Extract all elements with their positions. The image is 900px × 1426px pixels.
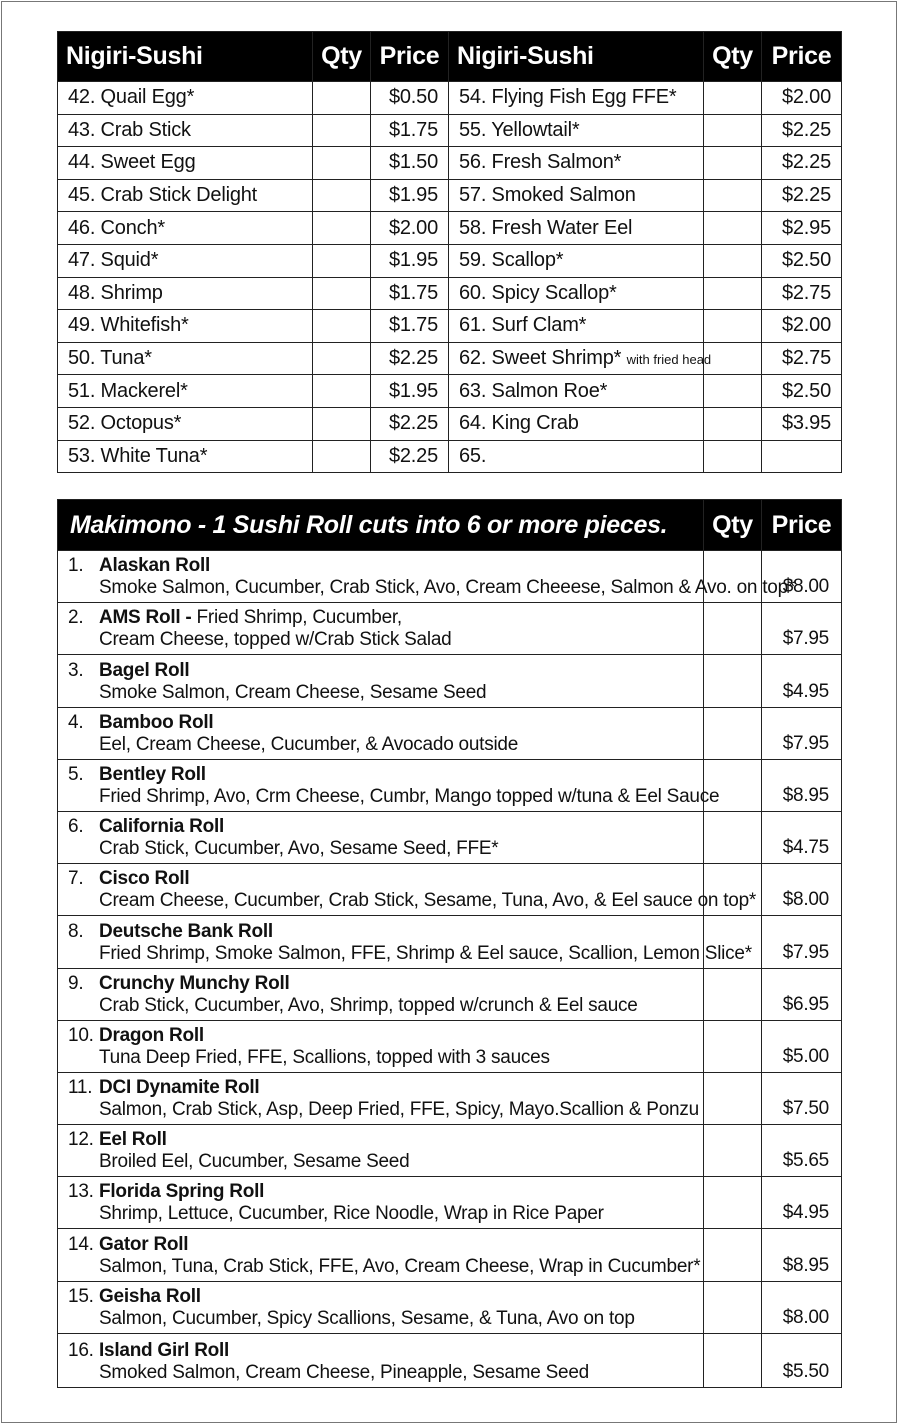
makimono-roll-title xyxy=(68,764,695,786)
makimono-roll-name: Island Girl Roll xyxy=(99,1339,230,1361)
makimono-roll-name: Cisco Roll xyxy=(99,868,190,890)
makimono-roll-name: Deutsche Bank Roll xyxy=(99,920,273,942)
makimono-roll-title xyxy=(68,1077,695,1099)
nigiri-item-right xyxy=(449,440,704,473)
nigiri-price-right: $2.95 xyxy=(762,212,842,245)
nigiri-header-qty-right: Qty xyxy=(704,32,762,82)
makimono-price: $6.95 xyxy=(762,968,842,1020)
makimono-roll-cell xyxy=(58,1333,704,1387)
nigiri-qty-left[interactable] xyxy=(313,407,371,440)
makimono-roll-title xyxy=(68,973,695,995)
makimono-roll-cell xyxy=(58,655,704,707)
makimono-row xyxy=(58,1072,842,1124)
nigiri-qty-left[interactable] xyxy=(313,147,371,180)
makimono-roll-name: Florida Spring Roll xyxy=(99,1181,265,1203)
makimono-roll-number: 1. xyxy=(68,555,84,577)
makimono-roll-cell xyxy=(58,1072,704,1124)
makimono-roll-name: Bentley Roll xyxy=(99,763,206,785)
nigiri-row xyxy=(58,310,842,343)
makimono-header-row xyxy=(58,500,842,551)
nigiri-item-right-name: 58. Fresh Water Eel xyxy=(459,216,633,239)
makimono-roll-number: 9. xyxy=(68,972,84,994)
makimono-roll-title xyxy=(68,1181,695,1203)
nigiri-price-left: $1.95 xyxy=(371,375,449,408)
nigiri-header-qty-left: Qty xyxy=(313,32,371,82)
makimono-roll-cell xyxy=(58,916,752,968)
makimono-qty[interactable] xyxy=(704,1125,762,1177)
nigiri-price-left: $0.50 xyxy=(371,82,449,115)
makimono-row xyxy=(58,655,842,707)
makimono-row xyxy=(58,1229,842,1281)
makimono-qty[interactable] xyxy=(704,655,762,707)
makimono-roll-title xyxy=(68,1234,695,1256)
nigiri-item-right xyxy=(449,114,704,147)
nigiri-qty-right[interactable] xyxy=(704,342,762,375)
makimono-qty[interactable] xyxy=(704,1177,762,1229)
nigiri-qty-left[interactable] xyxy=(313,114,371,147)
nigiri-price-right: $2.75 xyxy=(762,277,842,310)
makimono-roll-cell xyxy=(58,1020,704,1072)
nigiri-qty-left[interactable] xyxy=(313,277,371,310)
nigiri-row xyxy=(58,440,842,473)
nigiri-item-right-name: 60. Spicy Scallop* xyxy=(459,281,617,304)
nigiri-price-left: $1.75 xyxy=(371,114,449,147)
makimono-row xyxy=(58,759,842,811)
nigiri-item-left: 44. Sweet Egg xyxy=(58,147,313,180)
nigiri-item-right xyxy=(449,244,704,277)
makimono-roll-name: Gator Roll xyxy=(99,1233,189,1255)
makimono-price: $4.95 xyxy=(762,655,842,707)
nigiri-item-left: 50. Tuna* xyxy=(58,342,313,375)
makimono-roll-cell xyxy=(58,603,704,655)
nigiri-item-right-name: 59. Scallop* xyxy=(459,249,564,272)
nigiri-qty-left[interactable] xyxy=(313,375,371,408)
makimono-roll-number: 6. xyxy=(68,816,84,838)
makimono-roll-description: Salmon, Cucumber, Spicy Scallions, Sesame, & Tuna, Avo on top xyxy=(99,1307,635,1329)
makimono-roll-title xyxy=(68,1340,695,1362)
nigiri-item-left: 52. Octopus* xyxy=(58,407,313,440)
nigiri-qty-right[interactable] xyxy=(704,375,762,408)
nigiri-qty-left[interactable] xyxy=(313,310,371,343)
nigiri-item-right-note: with fried head xyxy=(626,352,712,368)
nigiri-qty-right[interactable] xyxy=(704,114,762,147)
nigiri-item-left: 46. Conch* xyxy=(58,212,313,245)
makimono-roll-name: DCI Dynamite Roll xyxy=(99,1077,260,1099)
nigiri-qty-right[interactable] xyxy=(704,244,762,277)
nigiri-price-right: $3.95 xyxy=(762,407,842,440)
makimono-roll-number: 15. xyxy=(68,1285,94,1307)
makimono-row xyxy=(58,916,842,968)
nigiri-qty-right[interactable] xyxy=(704,82,762,115)
nigiri-row xyxy=(58,277,842,310)
nigiri-row xyxy=(58,407,842,440)
makimono-roll-number: 5. xyxy=(68,763,84,785)
nigiri-item-right-name: 55. Yellowtail* xyxy=(459,118,580,141)
makimono-qty[interactable] xyxy=(704,1229,762,1281)
makimono-roll-title xyxy=(68,555,695,577)
makimono-price: $7.50 xyxy=(762,1072,842,1124)
nigiri-item-right xyxy=(449,277,704,310)
nigiri-row xyxy=(58,212,842,245)
nigiri-sushi-table xyxy=(57,31,842,473)
nigiri-qty-right[interactable] xyxy=(704,212,762,245)
makimono-roll-description: Fried Shrimp, Smoke Salmon, FFE, Shrimp & Eel sauce, Scallion, Lemon Slice* xyxy=(99,942,752,964)
nigiri-item-left: 49. Whitefish* xyxy=(58,310,313,343)
makimono-row xyxy=(58,1281,842,1333)
makimono-roll-title xyxy=(68,1025,695,1047)
makimono-price: $8.00 xyxy=(762,551,842,603)
nigiri-qty-right[interactable] xyxy=(704,277,762,310)
makimono-qty[interactable] xyxy=(704,1072,762,1124)
nigiri-item-right xyxy=(449,179,704,212)
makimono-roll-description: Smoked Salmon, Cream Cheese, Pineapple, Sesame Seed xyxy=(99,1361,589,1383)
makimono-roll-cell xyxy=(58,759,720,811)
makimono-roll-title xyxy=(68,1129,695,1151)
nigiri-item-right xyxy=(449,212,704,245)
makimono-roll-description: Broiled Eel, Cucumber, Sesame Seed xyxy=(99,1151,410,1173)
makimono-roll-number: 2. xyxy=(68,607,84,629)
makimono-roll-name: Bagel Roll xyxy=(99,659,190,681)
makimono-row xyxy=(58,1020,842,1072)
nigiri-qty-left[interactable] xyxy=(313,179,371,212)
nigiri-price-right: $2.00 xyxy=(762,82,842,115)
makimono-price: $5.00 xyxy=(762,1020,842,1072)
nigiri-item-right-name: 65. xyxy=(459,444,487,467)
makimono-table xyxy=(57,499,842,1388)
makimono-roll-description: Cream Cheese, topped w/Crab Stick Salad xyxy=(99,629,452,651)
nigiri-item-right-name: 64. King Crab xyxy=(459,412,579,435)
makimono-qty[interactable] xyxy=(704,811,762,863)
makimono-roll-cell xyxy=(58,1229,704,1281)
makimono-price: $4.95 xyxy=(762,1177,842,1229)
nigiri-header-item-right: Nigiri-Sushi xyxy=(449,32,704,82)
makimono-roll-number: 7. xyxy=(68,868,84,890)
makimono-roll-cell xyxy=(58,1125,704,1177)
nigiri-price-left: $1.75 xyxy=(371,277,449,310)
makimono-roll-description: Crab Stick, Cucumber, Avo, Sesame Seed, FFE* xyxy=(99,838,499,860)
makimono-roll-number: 13. xyxy=(68,1181,94,1203)
makimono-price: $8.00 xyxy=(762,864,842,916)
makimono-roll-description: Smoke Salmon, Cream Cheese, Sesame Seed xyxy=(99,681,487,703)
makimono-roll-cell xyxy=(58,811,704,863)
nigiri-header-row xyxy=(58,32,842,82)
makimono-roll-name: Dragon Roll xyxy=(99,1024,204,1046)
makimono-roll-number: 8. xyxy=(68,920,84,942)
makimono-roll-name: Bamboo Roll xyxy=(99,711,214,733)
nigiri-item-right-name: 56. Fresh Salmon* xyxy=(459,151,622,174)
makimono-roll-title xyxy=(68,607,695,629)
makimono-price: $8.95 xyxy=(762,759,842,811)
makimono-row xyxy=(58,707,842,759)
makimono-roll-description: Tuna Deep Fried, FFE, Scallions, topped with 3 sauces xyxy=(99,1046,550,1068)
makimono-roll-number: 12. xyxy=(68,1129,94,1151)
makimono-row xyxy=(58,1333,842,1387)
makimono-price: $5.65 xyxy=(762,1125,842,1177)
nigiri-item-right xyxy=(449,82,704,115)
makimono-roll-cell xyxy=(58,864,757,916)
nigiri-qty-left[interactable] xyxy=(313,440,371,473)
makimono-roll-cell xyxy=(58,1177,704,1229)
nigiri-item-left: 48. Shrimp xyxy=(58,277,313,310)
makimono-roll-title xyxy=(68,712,695,734)
makimono-roll-description: Crab Stick, Cucumber, Avo, Shrimp, topped w/crunch & Eel sauce xyxy=(99,994,638,1016)
makimono-roll-title xyxy=(68,868,695,890)
makimono-price: $7.95 xyxy=(762,707,842,759)
makimono-roll-name: Crunchy Munchy Roll xyxy=(99,972,290,994)
nigiri-price-left: $1.95 xyxy=(371,179,449,212)
makimono-roll-cell xyxy=(58,968,704,1020)
nigiri-qty-right[interactable] xyxy=(704,179,762,212)
makimono-qty[interactable] xyxy=(704,1281,762,1333)
nigiri-row xyxy=(58,342,842,375)
makimono-roll-title xyxy=(68,1286,695,1308)
nigiri-row xyxy=(58,244,842,277)
nigiri-price-left: $1.50 xyxy=(371,147,449,180)
makimono-header-price: Price xyxy=(762,500,842,551)
makimono-roll-name: Alaskan Roll xyxy=(99,555,211,577)
makimono-roll-number: 16. xyxy=(68,1339,94,1361)
makimono-row xyxy=(58,1125,842,1177)
makimono-roll-description: Smoke Salmon, Cucumber, Crab Stick, Avo, Cream Cheeese, Salmon & Avo. on top* xyxy=(99,577,796,599)
nigiri-item-right-name: 61. Surf Clam* xyxy=(459,314,587,337)
makimono-roll-description: Cream Cheese, Cucumber, Crab Stick, Sesame, Tuna, Avo, & Eel sauce on top* xyxy=(99,890,757,912)
nigiri-item-right-name: 62. Sweet Shrimp* xyxy=(459,347,622,370)
nigiri-qty-right[interactable] xyxy=(704,310,762,343)
makimono-roll-cell xyxy=(58,551,796,603)
nigiri-price-right: $2.50 xyxy=(762,375,842,408)
nigiri-item-right xyxy=(449,407,704,440)
nigiri-row xyxy=(58,375,842,408)
makimono-header-qty: Qty xyxy=(704,500,762,551)
nigiri-price-right: $2.75 xyxy=(762,342,842,375)
makimono-roll-name: California Roll xyxy=(99,816,225,838)
nigiri-price-left: $2.25 xyxy=(371,342,449,375)
makimono-roll-cell xyxy=(58,1281,704,1333)
nigiri-item-right xyxy=(449,375,704,408)
nigiri-price-left: $1.95 xyxy=(371,244,449,277)
makimono-qty[interactable] xyxy=(704,1333,762,1387)
nigiri-price-right: $2.50 xyxy=(762,244,842,277)
makimono-qty[interactable] xyxy=(704,1020,762,1072)
nigiri-item-right xyxy=(449,342,712,375)
makimono-row xyxy=(58,864,842,916)
nigiri-qty-right[interactable] xyxy=(704,147,762,180)
nigiri-row xyxy=(58,179,842,212)
makimono-price: $5.50 xyxy=(762,1333,842,1387)
nigiri-price-left: $2.25 xyxy=(371,440,449,473)
nigiri-price-right: $2.25 xyxy=(762,114,842,147)
makimono-roll-description: Fried Shrimp, Avo, Crm Cheese, Cumbr, Mango topped w/tuna & Eel Sauce xyxy=(99,785,720,807)
makimono-row xyxy=(58,551,842,603)
makimono-roll-cell xyxy=(58,707,704,759)
makimono-roll-title xyxy=(68,660,695,682)
nigiri-item-right xyxy=(449,147,704,180)
makimono-row xyxy=(58,968,842,1020)
makimono-price: $4.75 xyxy=(762,811,842,863)
makimono-price: $7.95 xyxy=(762,916,842,968)
nigiri-qty-left[interactable] xyxy=(313,212,371,245)
makimono-roll-title xyxy=(68,921,695,943)
nigiri-header-price-right: Price xyxy=(762,32,842,82)
makimono-roll-name: Eel Roll xyxy=(99,1129,167,1151)
nigiri-item-left: 53. White Tuna* xyxy=(58,440,313,473)
nigiri-item-right xyxy=(449,310,704,343)
makimono-header-title: Makimono - 1 Sushi Roll cuts into 6 or more pieces. xyxy=(58,500,704,551)
nigiri-item-right-name: 57. Smoked Salmon xyxy=(459,184,636,207)
makimono-qty[interactable] xyxy=(704,968,762,1020)
makimono-roll-description: Shrimp, Lettuce, Cucumber, Rice Noodle, Wrap in Rice Paper xyxy=(99,1203,604,1225)
nigiri-item-left: 43. Crab Stick xyxy=(58,114,313,147)
makimono-roll-description: Salmon, Tuna, Crab Stick, FFE, Avo, Cream Cheese, Wrap in Cucumber* xyxy=(99,1255,701,1277)
makimono-roll-name: AMS Roll - xyxy=(99,607,197,629)
nigiri-price-right: $2.00 xyxy=(762,310,842,343)
makimono-row xyxy=(58,811,842,863)
nigiri-row xyxy=(58,147,842,180)
nigiri-price-right: $2.25 xyxy=(762,179,842,212)
makimono-roll-description: Salmon, Crab Stick, Asp, Deep Fried, FFE, Spicy, Mayo.Scallion & Ponzu xyxy=(99,1099,699,1121)
nigiri-price-left: $1.75 xyxy=(371,310,449,343)
nigiri-item-left: 47. Squid* xyxy=(58,244,313,277)
nigiri-price-left: $2.00 xyxy=(371,212,449,245)
makimono-price: $7.95 xyxy=(762,603,842,655)
nigiri-header-item-left: Nigiri-Sushi xyxy=(58,32,313,82)
nigiri-item-left: 45. Crab Stick Delight xyxy=(58,179,313,212)
makimono-price: $8.00 xyxy=(762,1281,842,1333)
makimono-roll-name-ext: Fried Shrimp, Cucumber, xyxy=(196,607,402,629)
makimono-qty[interactable] xyxy=(704,603,762,655)
nigiri-item-left: 51. Mackerel* xyxy=(58,375,313,408)
nigiri-row xyxy=(58,114,842,147)
makimono-roll-title xyxy=(68,816,695,838)
nigiri-qty-left[interactable] xyxy=(313,82,371,115)
nigiri-price-right xyxy=(762,440,842,473)
makimono-row xyxy=(58,1177,842,1229)
nigiri-price-right: $2.25 xyxy=(762,147,842,180)
makimono-roll-description: Eel, Cream Cheese, Cucumber, & Avocado outside xyxy=(99,733,519,755)
nigiri-price-left: $2.25 xyxy=(371,407,449,440)
nigiri-item-right-name: 63. Salmon Roe* xyxy=(459,379,608,402)
makimono-roll-number: 14. xyxy=(68,1233,94,1255)
nigiri-header-price-left: Price xyxy=(371,32,449,82)
nigiri-row xyxy=(58,82,842,115)
makimono-qty[interactable] xyxy=(704,707,762,759)
nigiri-qty-right[interactable] xyxy=(704,440,762,473)
nigiri-qty-left[interactable] xyxy=(313,244,371,277)
makimono-roll-number: 4. xyxy=(68,711,84,733)
makimono-row xyxy=(58,603,842,655)
makimono-price: $8.95 xyxy=(762,1229,842,1281)
nigiri-qty-left[interactable] xyxy=(313,342,371,375)
nigiri-qty-right[interactable] xyxy=(704,407,762,440)
makimono-roll-number: 10. xyxy=(68,1024,94,1046)
nigiri-item-left: 42. Quail Egg* xyxy=(58,82,313,115)
makimono-roll-name: Geisha Roll xyxy=(99,1285,201,1307)
makimono-roll-number: 3. xyxy=(68,659,84,681)
makimono-roll-number: 11. xyxy=(68,1077,93,1099)
nigiri-item-right-name: 54. Flying Fish Egg FFE* xyxy=(459,86,677,109)
